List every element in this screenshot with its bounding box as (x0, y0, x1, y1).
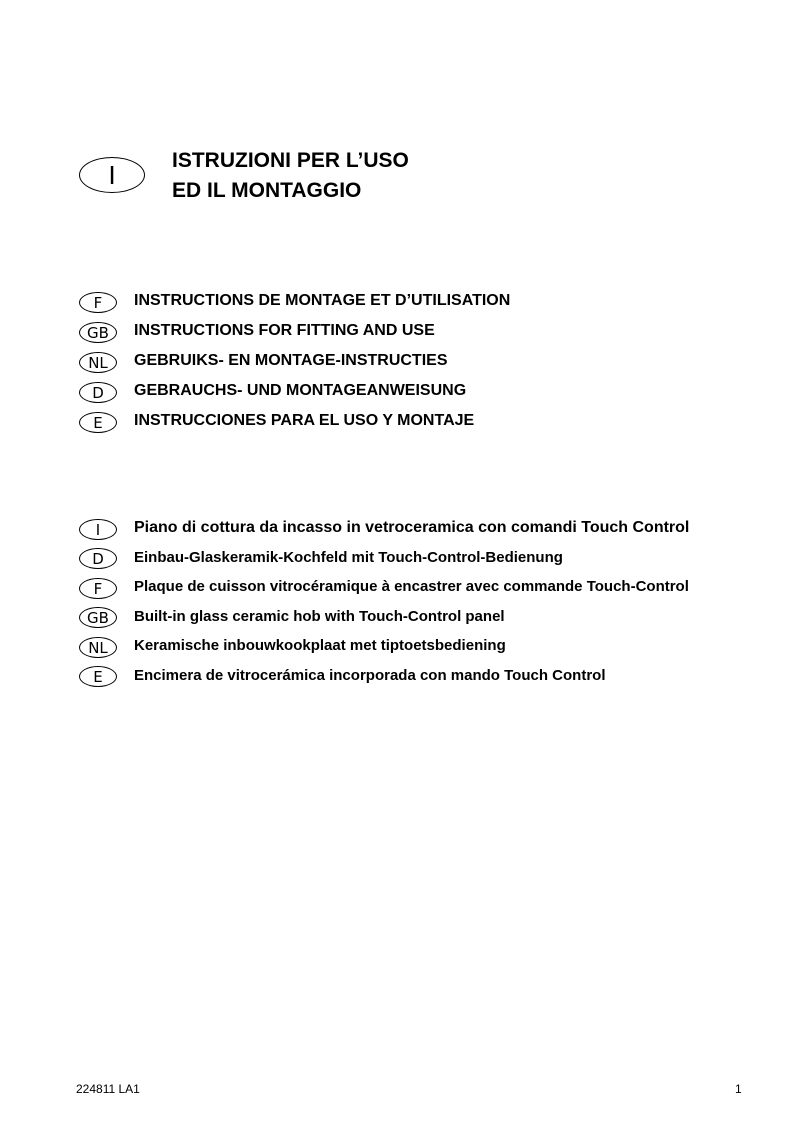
product-description: Built-in glass ceramic hob with Touch-Control panel (134, 608, 505, 625)
language-badge: GB (79, 322, 117, 343)
product-description: Encimera de vitrocerámica incorporada con mando Touch Control (134, 667, 606, 684)
translation-title: GEBRAUCHS- UND MONTAGEANWEISUNG (134, 382, 467, 399)
product-description: Piano di cottura da incasso in vetroceramica con comandi Touch Control (134, 519, 690, 536)
translation-title: GEBRUIKS- EN MONTAGE-INSTRUCTIES (134, 352, 448, 369)
language-badge: I (79, 519, 117, 540)
language-badge: NL (79, 637, 117, 658)
language-badge: D (79, 382, 117, 403)
translation-title: INSTRUCTIONS DE MONTAGE ET D’UTILISATION (134, 292, 511, 309)
main-title-line-1: ISTRUZIONI PER L’USO (172, 149, 409, 172)
product-description: Plaque de cuisson vitrocéramique à encastrer avec commande Touch-Control (134, 578, 689, 595)
language-badge: D (79, 548, 117, 569)
language-badge: F (79, 578, 117, 599)
language-badge: GB (79, 607, 117, 628)
product-description: Keramische inbouwkookplaat met tiptoetsbediening (134, 637, 506, 654)
translation-title: INSTRUCCIONES PARA EL USO Y MONTAJE (134, 412, 475, 429)
language-badge: E (79, 412, 117, 433)
product-description: Einbau-Glaskeramik-Kochfeld mit Touch-Control-Bedienung (134, 549, 563, 566)
main-title-line-2: ED IL MONTAGGIO (172, 179, 362, 202)
document-code: 224811 LA1 (76, 1082, 140, 1096)
translation-title: INSTRUCTIONS FOR FITTING AND USE (134, 322, 435, 339)
language-badge: F (79, 292, 117, 313)
language-badge: NL (79, 352, 117, 373)
language-badge-italian: I (79, 157, 145, 193)
page-number: 1 (735, 1082, 742, 1096)
language-badge: E (79, 666, 117, 687)
